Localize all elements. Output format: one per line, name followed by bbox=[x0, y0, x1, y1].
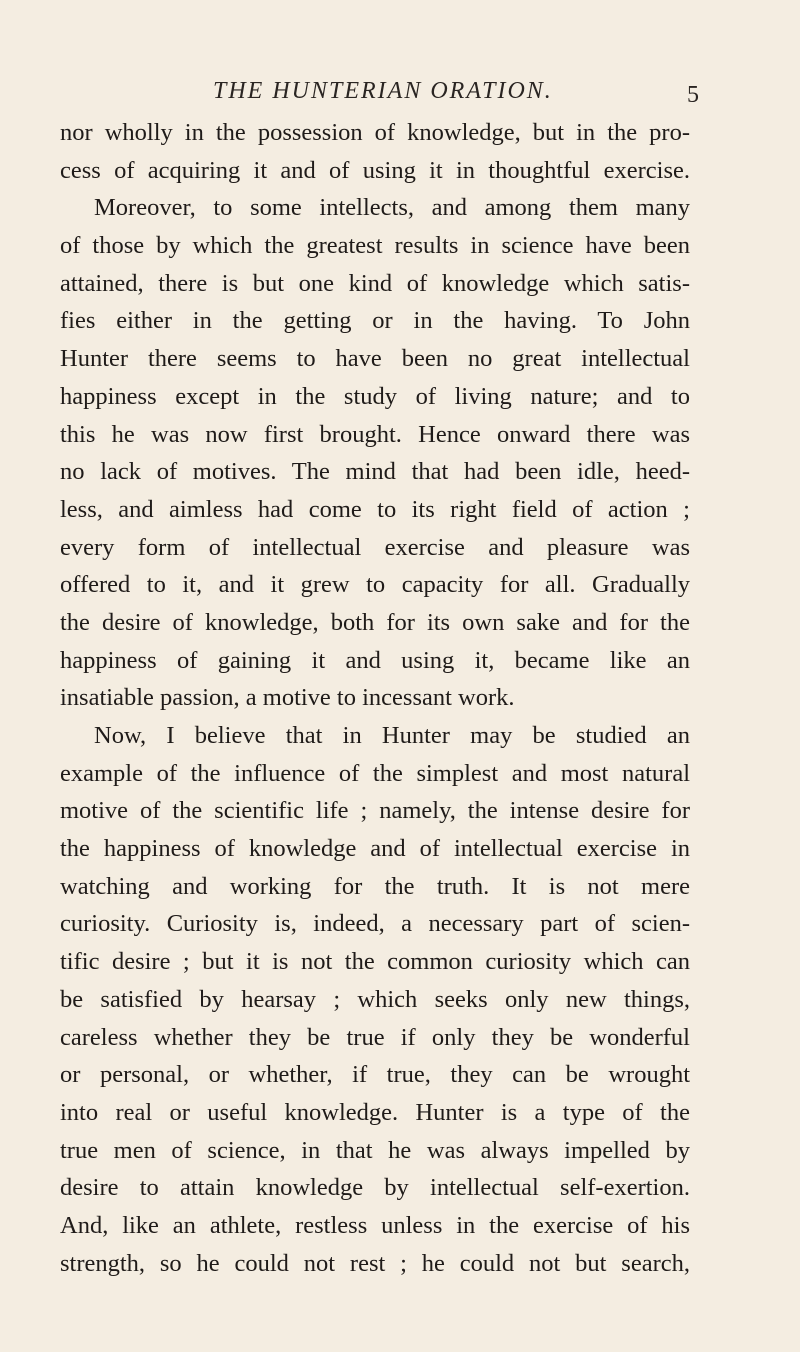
text-line: happiness except in the study of living nature; and to bbox=[60, 382, 690, 410]
text-line: motive of the scientific life ; namely, the intense desire for bbox=[60, 797, 690, 825]
text-line: And, like an athlete, restless unless in the exercise of his bbox=[60, 1211, 690, 1239]
text-line: this he was now first brought. Hence onward there was bbox=[60, 420, 690, 448]
text-line: less, and aimless had come to its right field of action ; bbox=[60, 495, 690, 523]
text-line: the happiness of knowledge and of intellectual exercise in bbox=[60, 835, 690, 863]
page-number: 5 bbox=[687, 82, 699, 108]
running-title: THE HUNTERIAN ORATION. bbox=[213, 78, 553, 104]
text-line: example of the influence of the simplest and most natural bbox=[60, 759, 690, 787]
text-line: tific desire ; but it is not the common curiosity which can bbox=[60, 948, 690, 976]
text-line: offered to it, and it grew to capacity for all. Gradually bbox=[60, 571, 690, 599]
text-line: or personal, or whether, if true, they can be wrought bbox=[60, 1061, 690, 1089]
text-line: be satisfied by hearsay ; which seeks only new things, bbox=[60, 985, 690, 1013]
text-line: no lack of motives. The mind that had been idle, heed- bbox=[60, 458, 690, 486]
text-line: into real or useful knowledge. Hunter is a type of the bbox=[60, 1098, 690, 1126]
text-line: Now, I believe that in Hunter may be studied an bbox=[94, 722, 690, 749]
text-line: of those by which the greatest results in science have been bbox=[60, 232, 690, 260]
text-line: fies either in the getting or in the having. To John bbox=[60, 307, 690, 335]
text-line: strength, so he could not rest ; he could not but search, bbox=[60, 1249, 690, 1277]
text-line: Moreover, to some intellects, and among them many bbox=[94, 194, 690, 222]
text-line: attained, there is but one kind of knowledge which satis- bbox=[60, 269, 690, 297]
text-line: happiness of gaining it and using it, became like an bbox=[60, 646, 690, 674]
text-line: the desire of knowledge, both for its own sake and for the bbox=[60, 608, 690, 636]
text-line: true men of science, in that he was always impelled by bbox=[60, 1136, 690, 1164]
body-text bbox=[60, 114, 690, 1282]
text-line: watching and working for the truth. It is not mere bbox=[60, 872, 690, 900]
text-line: Hunter there seems to have been no great intellectual bbox=[60, 345, 690, 373]
text-line: careless whether they be true if only they be wonderful bbox=[60, 1023, 690, 1051]
text-line: insatiable passion, a motive to incessant work. bbox=[60, 684, 515, 712]
text-line: every form of intellectual exercise and pleasure was bbox=[60, 533, 690, 561]
text-line: cess of acquiring it and of using it in thoughtful exercise. bbox=[60, 156, 690, 184]
text-line: desire to attain knowledge by intellectual self-exertion. bbox=[60, 1174, 690, 1202]
text-line: curiosity. Curiosity is, indeed, a necessary part of scien- bbox=[60, 910, 690, 938]
text-line: nor wholly in the possession of knowledge, but in the pro- bbox=[60, 119, 690, 146]
